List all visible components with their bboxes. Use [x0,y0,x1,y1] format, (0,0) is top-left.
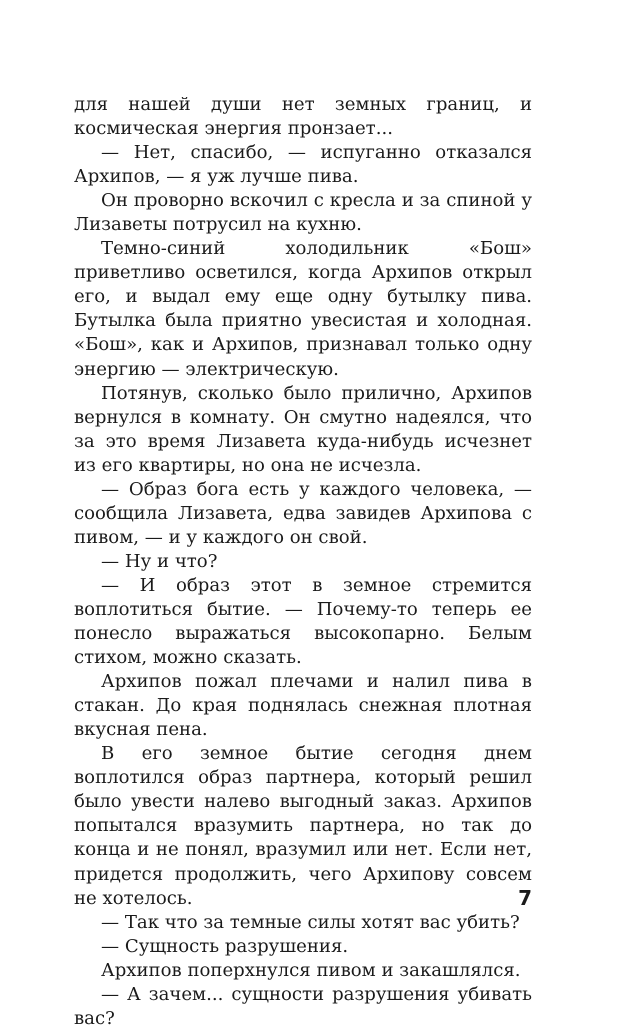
page-number: 7 [518,886,532,910]
paragraph: — И образ этот в земное стремится воплотиться бытие. — Почему-то теперь ее понесло выражаться высокопарно. Белым стихом, можно сказать. [74,574,532,669]
book-page-text [74,93,532,1031]
paragraph: — Ну и что? [101,550,218,572]
paragraph: — Образ бога есть у каждого человека, — сообщила Лизавета, едва завидев Архипова с пивом, — и у каждого он свой. [74,478,532,548]
paragraph: Он проворно вскочил с кресла и за спиной у Лизаветы потрусил на кухню. [74,190,532,236]
paragraph: — А зачем... сущности разрушения убивать вас? [74,983,532,1029]
paragraph: — Так что за темные силы хотят вас убить? [101,911,520,933]
paragraph: В его земное бытие сегодня днем воплотился образ партнера, который решил было увести налево выгодный заказ. Архипов попытался вразумить партнера, но так до конца и не понял, вразумил или нет. Если нет, придется продолжить, чего Архипову совсем не хотелось. [74,743,532,909]
paragraph: Архипов поперхнулся пивом и закашлялся. [101,959,521,981]
paragraph: Потянув, сколько было прилично, Архипов вернулся в комнату. Он смутно надеялся, что за это время Лизавета куда-нибудь исчезнет из его квартиры, но она не исчезла. [74,382,532,476]
paragraph: — Сущность разрушения. [101,935,349,957]
paragraph: — Нет, спасибо, — испуганно отказался Архипов, — я уж лучше пива. [74,142,532,188]
paragraph: Темно-синий холодильник «Бош» приветливо осветился, когда Архипов открыл его, и выдал ему еще одну бутылку пива. Бутылка была приятно увесистая и холодная. «Бош», как и Архипов, признавал только одну энергию — электрическую. [74,238,532,380]
paragraph: для нашей души нет земных границ, и космическая энергия пронзает... [74,94,532,140]
paragraph: Архипов пожал плечами и налил пива в стакан. До края поднялась снежная плотная вкусная пена. [74,671,532,741]
